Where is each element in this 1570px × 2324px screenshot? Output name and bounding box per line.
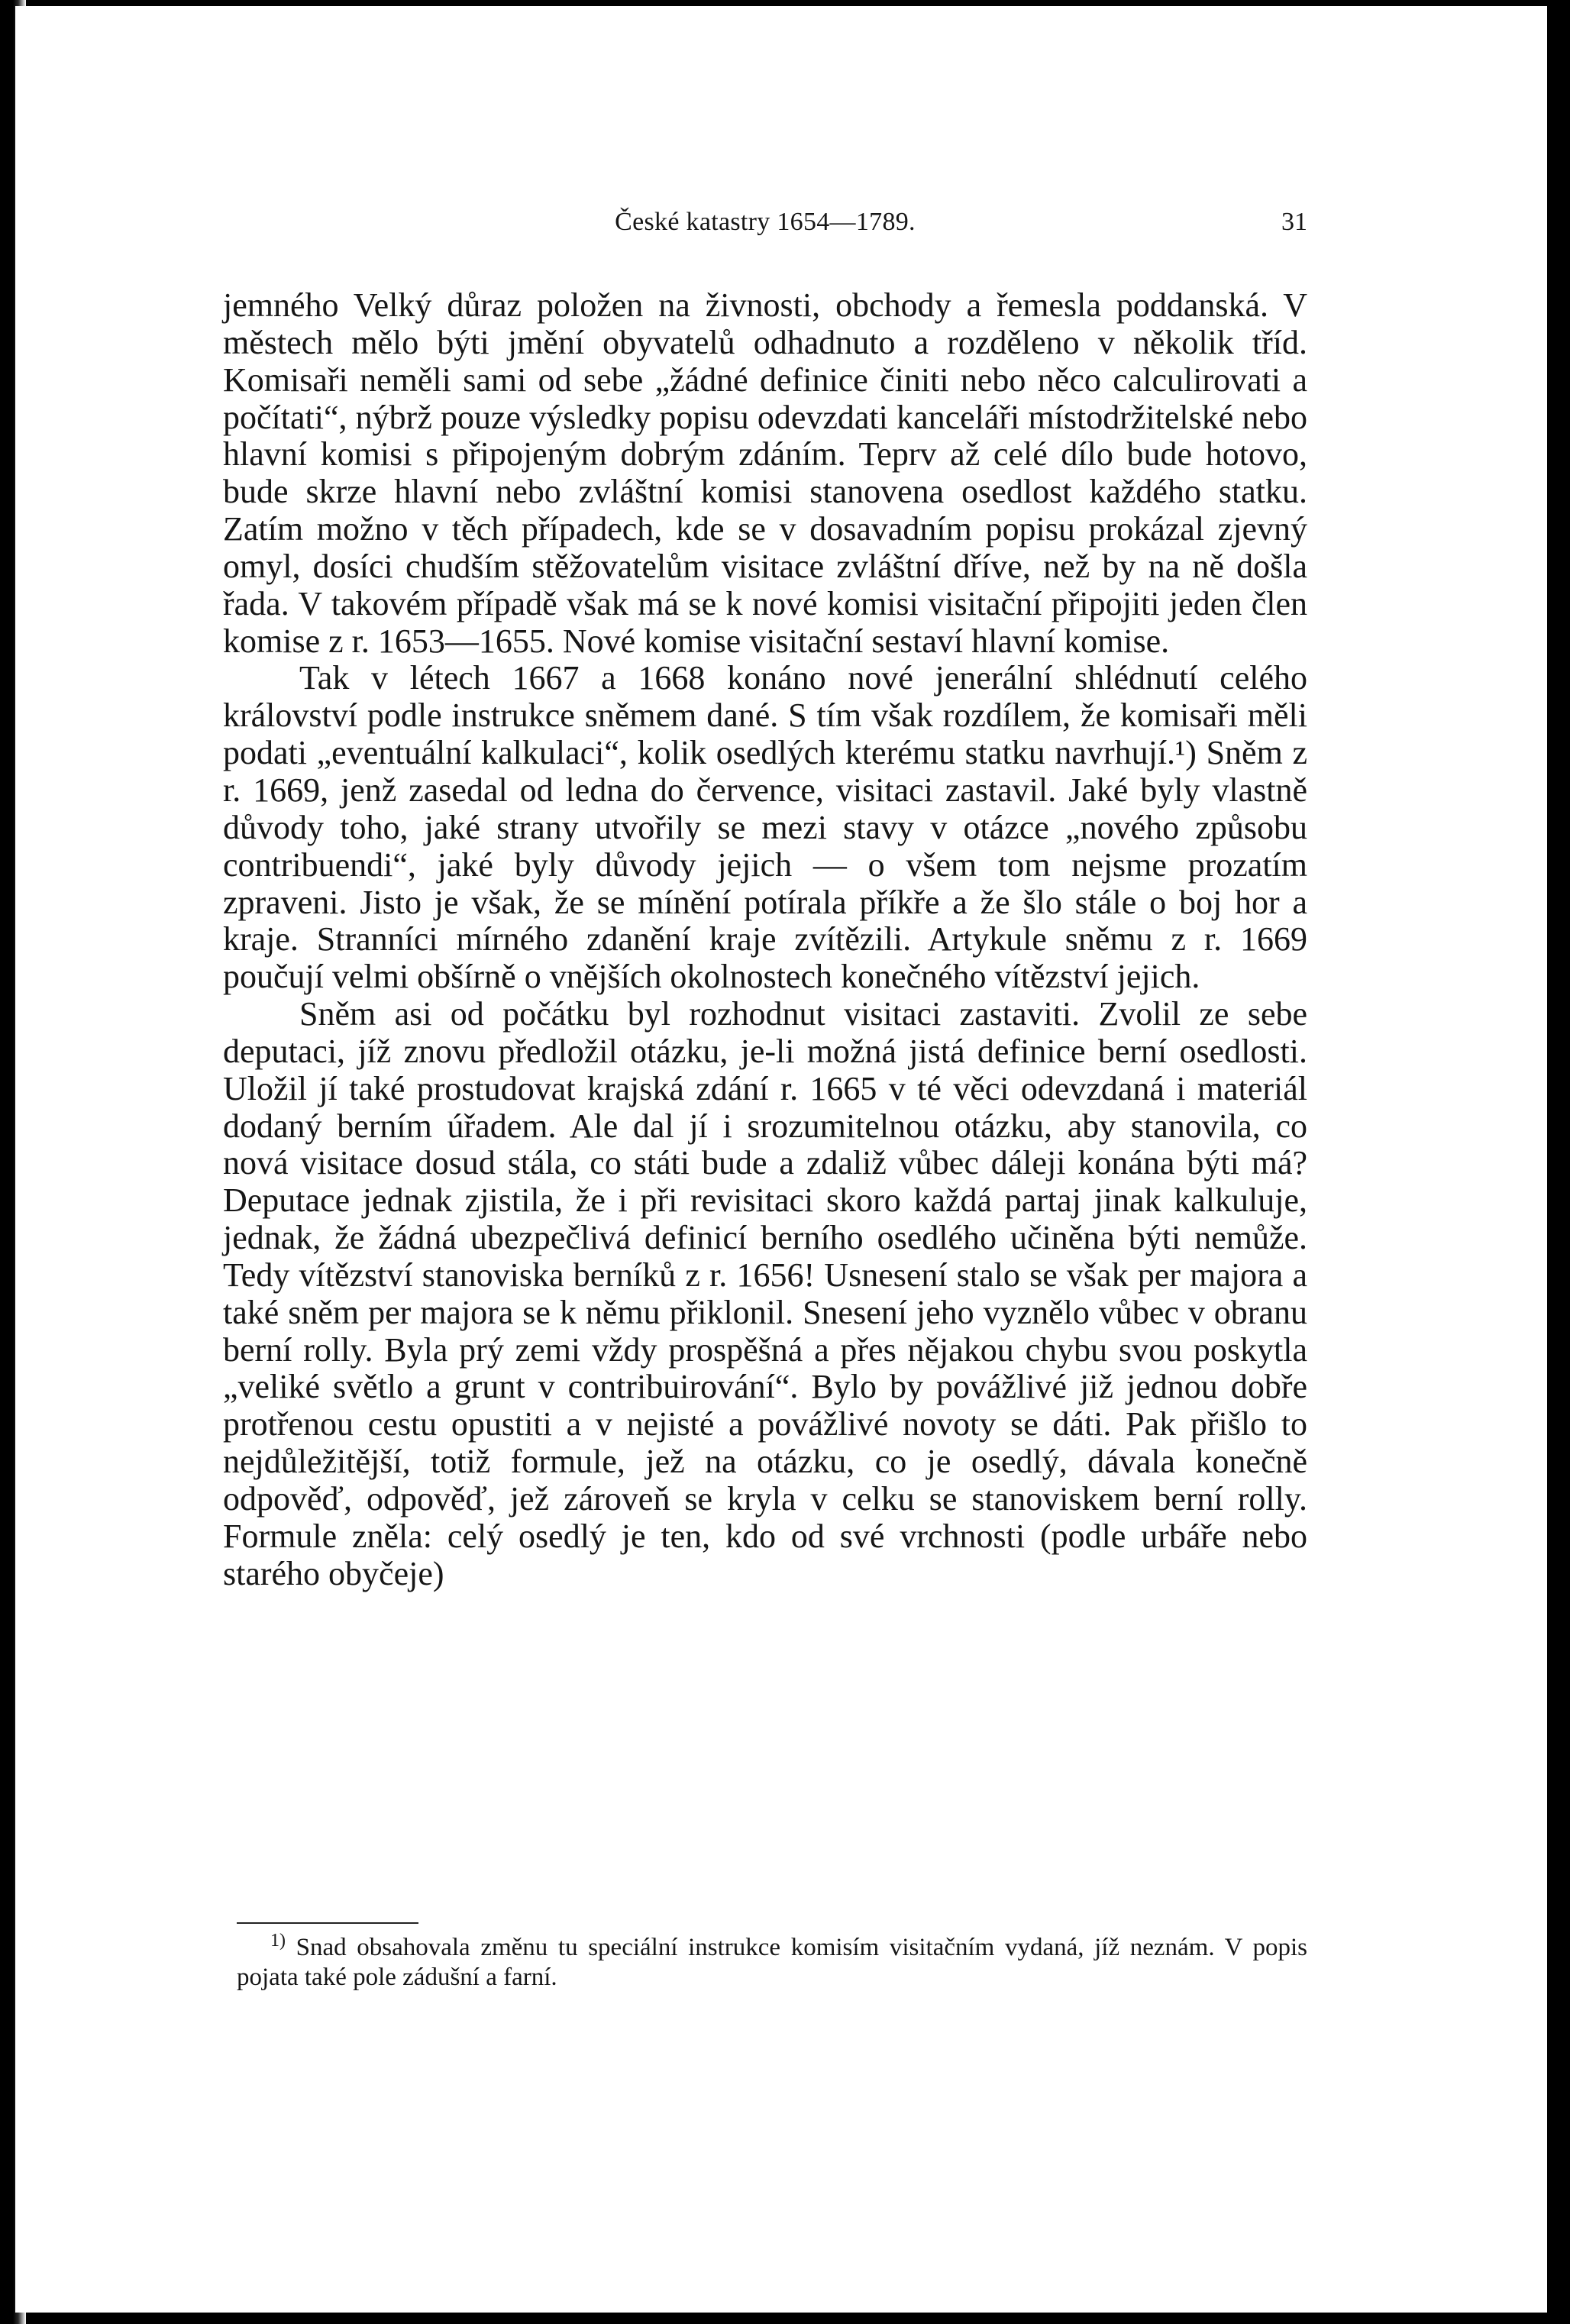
footnote bbox=[237, 1933, 1307, 1993]
footnote-mark: 1) bbox=[270, 1931, 286, 1951]
running-title: České katastry 1654—1789. bbox=[615, 208, 916, 236]
paragraph: Sněm asi od počátku byl rozhodnut visitaci zastaviti. Zvolil ze sebe deputaci, jíž znovu předložil otázku, je-li možná jistá definice berní osedlosti. Uložil jí také prostudovat krajská zdání r. 1665 v té věci odevzdaná i materiál dodaný berním úřadem. Ale dal jí i srozumitelnou otázku, aby stanovila, co nová visitace dosud stála, co státi bude a zdaliž vůbec dáleji konána býti má? Deputace jednak zjistila, že i při revisitaci skoro každá partaj jinak kalkuluje, jednak, že žádná ubezpečlivá definicí berního osedlého učiněna býti nemůže. Tedy vítězství stanoviska berníků z r. 1656! Usnesení stalo se však per majora a také sněm per majora se k němu přiklonil. Snesení jeho vyznělo vůbec v obranu berní rolly. Byla prý zemi vždy prospěšná a přes nějakou chybu svou poskytla „veliké světlo a grunt v contribuirování“. Bylo by povážlivé již jednou dobře protřenou cestu opustiti a v nejisté a povážlivé novoty se dáti. Pak přišlo to nejdůležitější, totiž formule, jež na otázku, co je osedlý, dávala konečně odpověď, odpověď, jež zároveň se kryla v celku se stanoviskem berní rolly. Formule zněla: celý osedlý je ten, kdo od své vrchnosti (podle urbáře nebo starého obyčeje) bbox=[223, 995, 1307, 1592]
footnote-rule bbox=[237, 1922, 418, 1924]
page-number: 31 bbox=[1281, 208, 1307, 236]
running-head bbox=[223, 208, 1307, 246]
body-text bbox=[223, 287, 1307, 1593]
footnote-text: Snad obsahovala změnu tu speciální instrukce komisím visitačním vydaná, jíž neznám. V popis pojata také pole zádušní a farní. bbox=[237, 1934, 1307, 1991]
paragraph: Tak v létech 1667 a 1668 konáno nové jenerální shlédnutí celého království podle instrukce sněmem dané. S tím však rozdílem, že komisaři měli podati „eventuální kalkulaci“, kolik osedlých kterému statku navrhují.¹) Sněm z r. 1669, jenž zasedal od ledna do července, visitaci zastavil. Jaké byly vlastně důvody toho, jaké strany utvořily se mezi stavy v otázce „nového způsobu contribuendi“, jaké byly důvody jejich — o všem tom nejsme prozatím zpraveni. Jisto je však, že se mínění potírala příkře a že šlo stále o boj hor a kraje. Stranníci mírného zdanění kraje zvítězili. Artykule sněmu z r. 1669 poučují velmi obšírně o vnějších okolnostech konečného vítězství jejich. bbox=[223, 659, 1307, 996]
paragraph: jemného Velký důraz položen na živnosti, obchody a řemesla poddanská. V městech mělo býti jmění obyvatelů odhadnuto a rozděleno v několik tříd. Komisaři neměli sami od sebe „žádné definice činiti nebo něco calculirovati a počítati“, nýbrž pouze výsledky popisu odevzdati kanceláři místodržitelské nebo hlavní komisi s připojeným dobrým zdáním. Teprv až celé dílo bude hotovo, bude skrze hlavní nebo zvláštní komisi stanovena osedlost každého statku. Zatím možno v těch případech, kde se v dosavadním popisu prokázal zjevný omyl, dosíci chudším stěžovatelům visitace zvláštní dříve, než by na ně došla řada. V takovém případě však má se k nové komisi visitační připojiti jeden člen komise z r. 1653—1655. Nové komise visitační sestaví hlavní komise. bbox=[223, 286, 1307, 660]
footnotes bbox=[237, 1933, 1307, 1993]
